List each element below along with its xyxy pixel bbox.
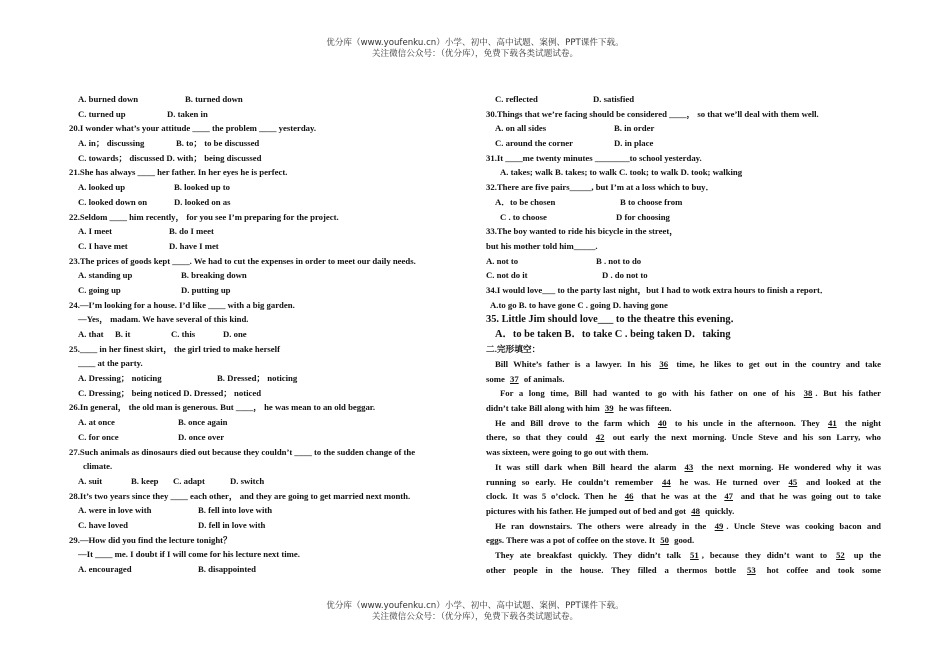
option-row: C. looked down on D. looked on as — [78, 196, 231, 207]
question-32: 32.There are five pairs_____, but I’m at a loss which to buy． — [486, 182, 715, 193]
passage-line: there, so that they could 42 out early the next morning. Uncle Steve and his son Larry, who — [486, 430, 881, 445]
passage-line: It was still dark when Bill heard the alarm 43 the next morning. He wondered why it was — [486, 460, 881, 475]
question-25: 25.____ in her finest skirt， the girl tried to make herself — [69, 343, 280, 354]
right-column — [486, 92, 881, 577]
blank-37[interactable]: 37 — [510, 373, 519, 384]
dialogue-line: —It ____ me. I doubt if I will come for his lecture next time. — [78, 549, 300, 560]
question-23: 23.The prices of goods kept ____. We had to cut the expenses in order to meet our daily needs. — [69, 255, 416, 266]
option-row: C. have loved D. fell in love with — [78, 519, 266, 530]
option-row: A.to go B. to have gone C . going D. having gone — [490, 299, 668, 310]
blank-48[interactable]: 48 — [691, 505, 700, 516]
option-row: A．to be chosen B to choose from — [495, 196, 683, 207]
option-row: A. standing up B. breaking down — [78, 270, 247, 281]
passage-line: Bill White’s father is a lawyer. In his 36 time, he likes to get out in the country and take — [486, 357, 881, 372]
question-22: 22.Seldom ____ him recently， for you see I’m preparing for the project. — [69, 211, 339, 222]
blank-53[interactable]: 53 — [747, 564, 756, 575]
option-row: C. Dressing； being noticed D. Dressed； noticed — [78, 387, 262, 398]
passage-line: They ate breakfast quickly. They didn’t talk 51 , because they didn’t want to 52 up the — [486, 548, 881, 563]
blank-36[interactable]: 36 — [659, 359, 669, 369]
question-25-continued: ____ at the party. — [78, 358, 143, 369]
option-row: C. for once D. once over — [78, 431, 225, 442]
dialogue-line: —Yes， madam. We have several of this kind. — [78, 314, 249, 325]
passage-line: other people in the house. They filled a thermos bottle 53 hot coffee and took some — [486, 563, 881, 578]
option-row: A. encouraged B. disappointed — [78, 564, 256, 574]
option-row: C. towards； discussed D. with； being discussed — [78, 152, 262, 163]
blank-42[interactable]: 42 — [595, 432, 605, 443]
passage-line: For a long time, Bill had wanted to go with his father on one of his 38 . But his father — [486, 386, 881, 401]
option-row: A. Dressing； noticing B. Dressed； noticing — [78, 373, 298, 384]
option-row: C . to choose D for choosing — [500, 211, 670, 222]
left-column — [69, 92, 469, 577]
option-row: A. not to B . not to do — [486, 255, 642, 266]
question-33: 33.The boy wanted to ride his bicycle in the street， — [486, 226, 678, 237]
passage-line: didn’t take Bill along with him 39 he was fifteen. — [486, 401, 881, 416]
option-row: A. takes; walk B. takes; to walk C. took; to walk D. took; walking — [500, 167, 743, 178]
section-heading: 二.完形填空： — [486, 344, 541, 355]
option-row: A. suit B. keep C. adapt D. switch — [78, 475, 265, 486]
option-row: A. I meet B. do I meet — [78, 226, 214, 237]
question-20: 20.I wonder what’s your attitude ____ the problem ____ yesterday. — [69, 123, 317, 134]
passage-line: He and Bill drove to the farm which 40 to his uncle in the afternoon. They 41 the night — [486, 416, 881, 431]
option-row: A．to be taken B．to take C . being taken D．taking — [495, 329, 731, 341]
passage-line: some 37 of animals. — [486, 372, 881, 387]
passage-line: clock. It was 5 o’clock. Then he 46 that he was at the 47 and that he was going out to take — [486, 489, 881, 504]
option-row: C. turned up D. taken in — [78, 108, 208, 119]
option-row: C. reflected D. satisfied — [495, 94, 635, 104]
option-row: A. in； discussing B. to； to be discussed — [78, 138, 260, 149]
blank-41[interactable]: 41 — [827, 417, 837, 428]
blank-49[interactable]: 49 — [714, 520, 724, 531]
option-row: A. burned down B. turned down — [78, 94, 243, 104]
blank-47[interactable]: 47 — [724, 491, 733, 502]
option-row: C. not do it D . do not to — [486, 270, 648, 281]
blank-51[interactable]: 51 — [690, 549, 699, 560]
question-24: 24.—I’m looking for a house. I’d like ____ with a big garden. — [69, 299, 295, 310]
question-29: 29.—How did you find the lecture tonight？ — [69, 534, 232, 545]
option-row: C. around the corner D. in place — [495, 138, 654, 149]
option-row: A. were in love with B. fell into love with — [78, 505, 273, 516]
blank-50[interactable]: 50 — [660, 535, 669, 546]
question-34: 34.I would love___ to the party last night，but I had to wotk extra hours to finish a report． — [486, 284, 829, 295]
question-21: 21.She has always ____ her father. In her eyes he is perfect. — [69, 167, 288, 178]
question-30: 30.Things that we’re facing should be considered ____， so that we’ll deal with them well. — [486, 108, 819, 119]
option-row: A. at once B. once again — [78, 417, 228, 428]
footer-banner — [0, 601, 950, 623]
option-row: A. looked up B. looked up to — [78, 182, 231, 193]
option-row: A. on all sides B. in order — [495, 123, 655, 134]
blank-39[interactable]: 39 — [604, 403, 614, 414]
blank-46[interactable]: 46 — [624, 491, 634, 502]
option-row: A. that B. it C. this D. one — [78, 329, 247, 339]
question-33-continued: but his mother told him_____. — [486, 240, 598, 251]
question-35: 35. Little Jim should love___ to the theatre this evening． — [486, 314, 741, 326]
passage-line: pictures with his father. He jumped out of bed and got 48 quickly. — [486, 504, 881, 519]
blank-52[interactable]: 52 — [836, 549, 845, 560]
option-row: C. going up D. putting up — [78, 284, 231, 295]
question-31: 31.It ____me twenty minutes ________to school yesterday. — [486, 152, 702, 163]
blank-45[interactable]: 45 — [788, 476, 798, 487]
header-banner — [0, 38, 950, 60]
header-line-2: 关注微信公众号：（优分库），免费下载各类试题试卷。 — [371, 49, 579, 59]
question-27: 27.Such animals as dinosaurs died out because they couldn’t ____ to the sudden change of the — [69, 446, 416, 457]
question-28: 28.It’s two years since they ____ each other， and they are going to get married next month. — [69, 490, 411, 501]
footer-line-2: 关注微信公众号：（优分库），免费下载各类试题试卷。 — [371, 612, 579, 622]
blank-43[interactable]: 43 — [684, 461, 694, 472]
footer-line-1: 优分库（www.youfenku.cn）小学、初中、高中试题、案例、PPT课件下载。 — [326, 601, 624, 611]
question-26: 26.In general， the old man is generous. But ____， he was mean to an old beggar. — [69, 402, 376, 413]
passage-line: He ran downstairs. The others were already in the 49 . Uncle Steve was cooking bacon and — [486, 519, 881, 534]
blank-44[interactable]: 44 — [661, 476, 671, 487]
blank-38[interactable]: 38 — [803, 388, 813, 399]
question-27-continued: climate. — [83, 461, 113, 472]
passage-line: eggs. There was a pot of coffee on the stove. It 50 good. — [486, 533, 881, 548]
passage-line: running so early. He couldn’t remember 44 he was. He turned over 45 and looked at the — [486, 475, 881, 490]
option-row: C. I have met D. have I met — [78, 240, 219, 251]
header-line-1: 优分库（www.youfenku.cn）小学、初中、高中试题、案例、PPT课件下载。 — [326, 38, 624, 48]
passage-line: was sixteen, were going to go out with them. — [486, 447, 649, 458]
blank-40[interactable]: 40 — [657, 417, 667, 428]
